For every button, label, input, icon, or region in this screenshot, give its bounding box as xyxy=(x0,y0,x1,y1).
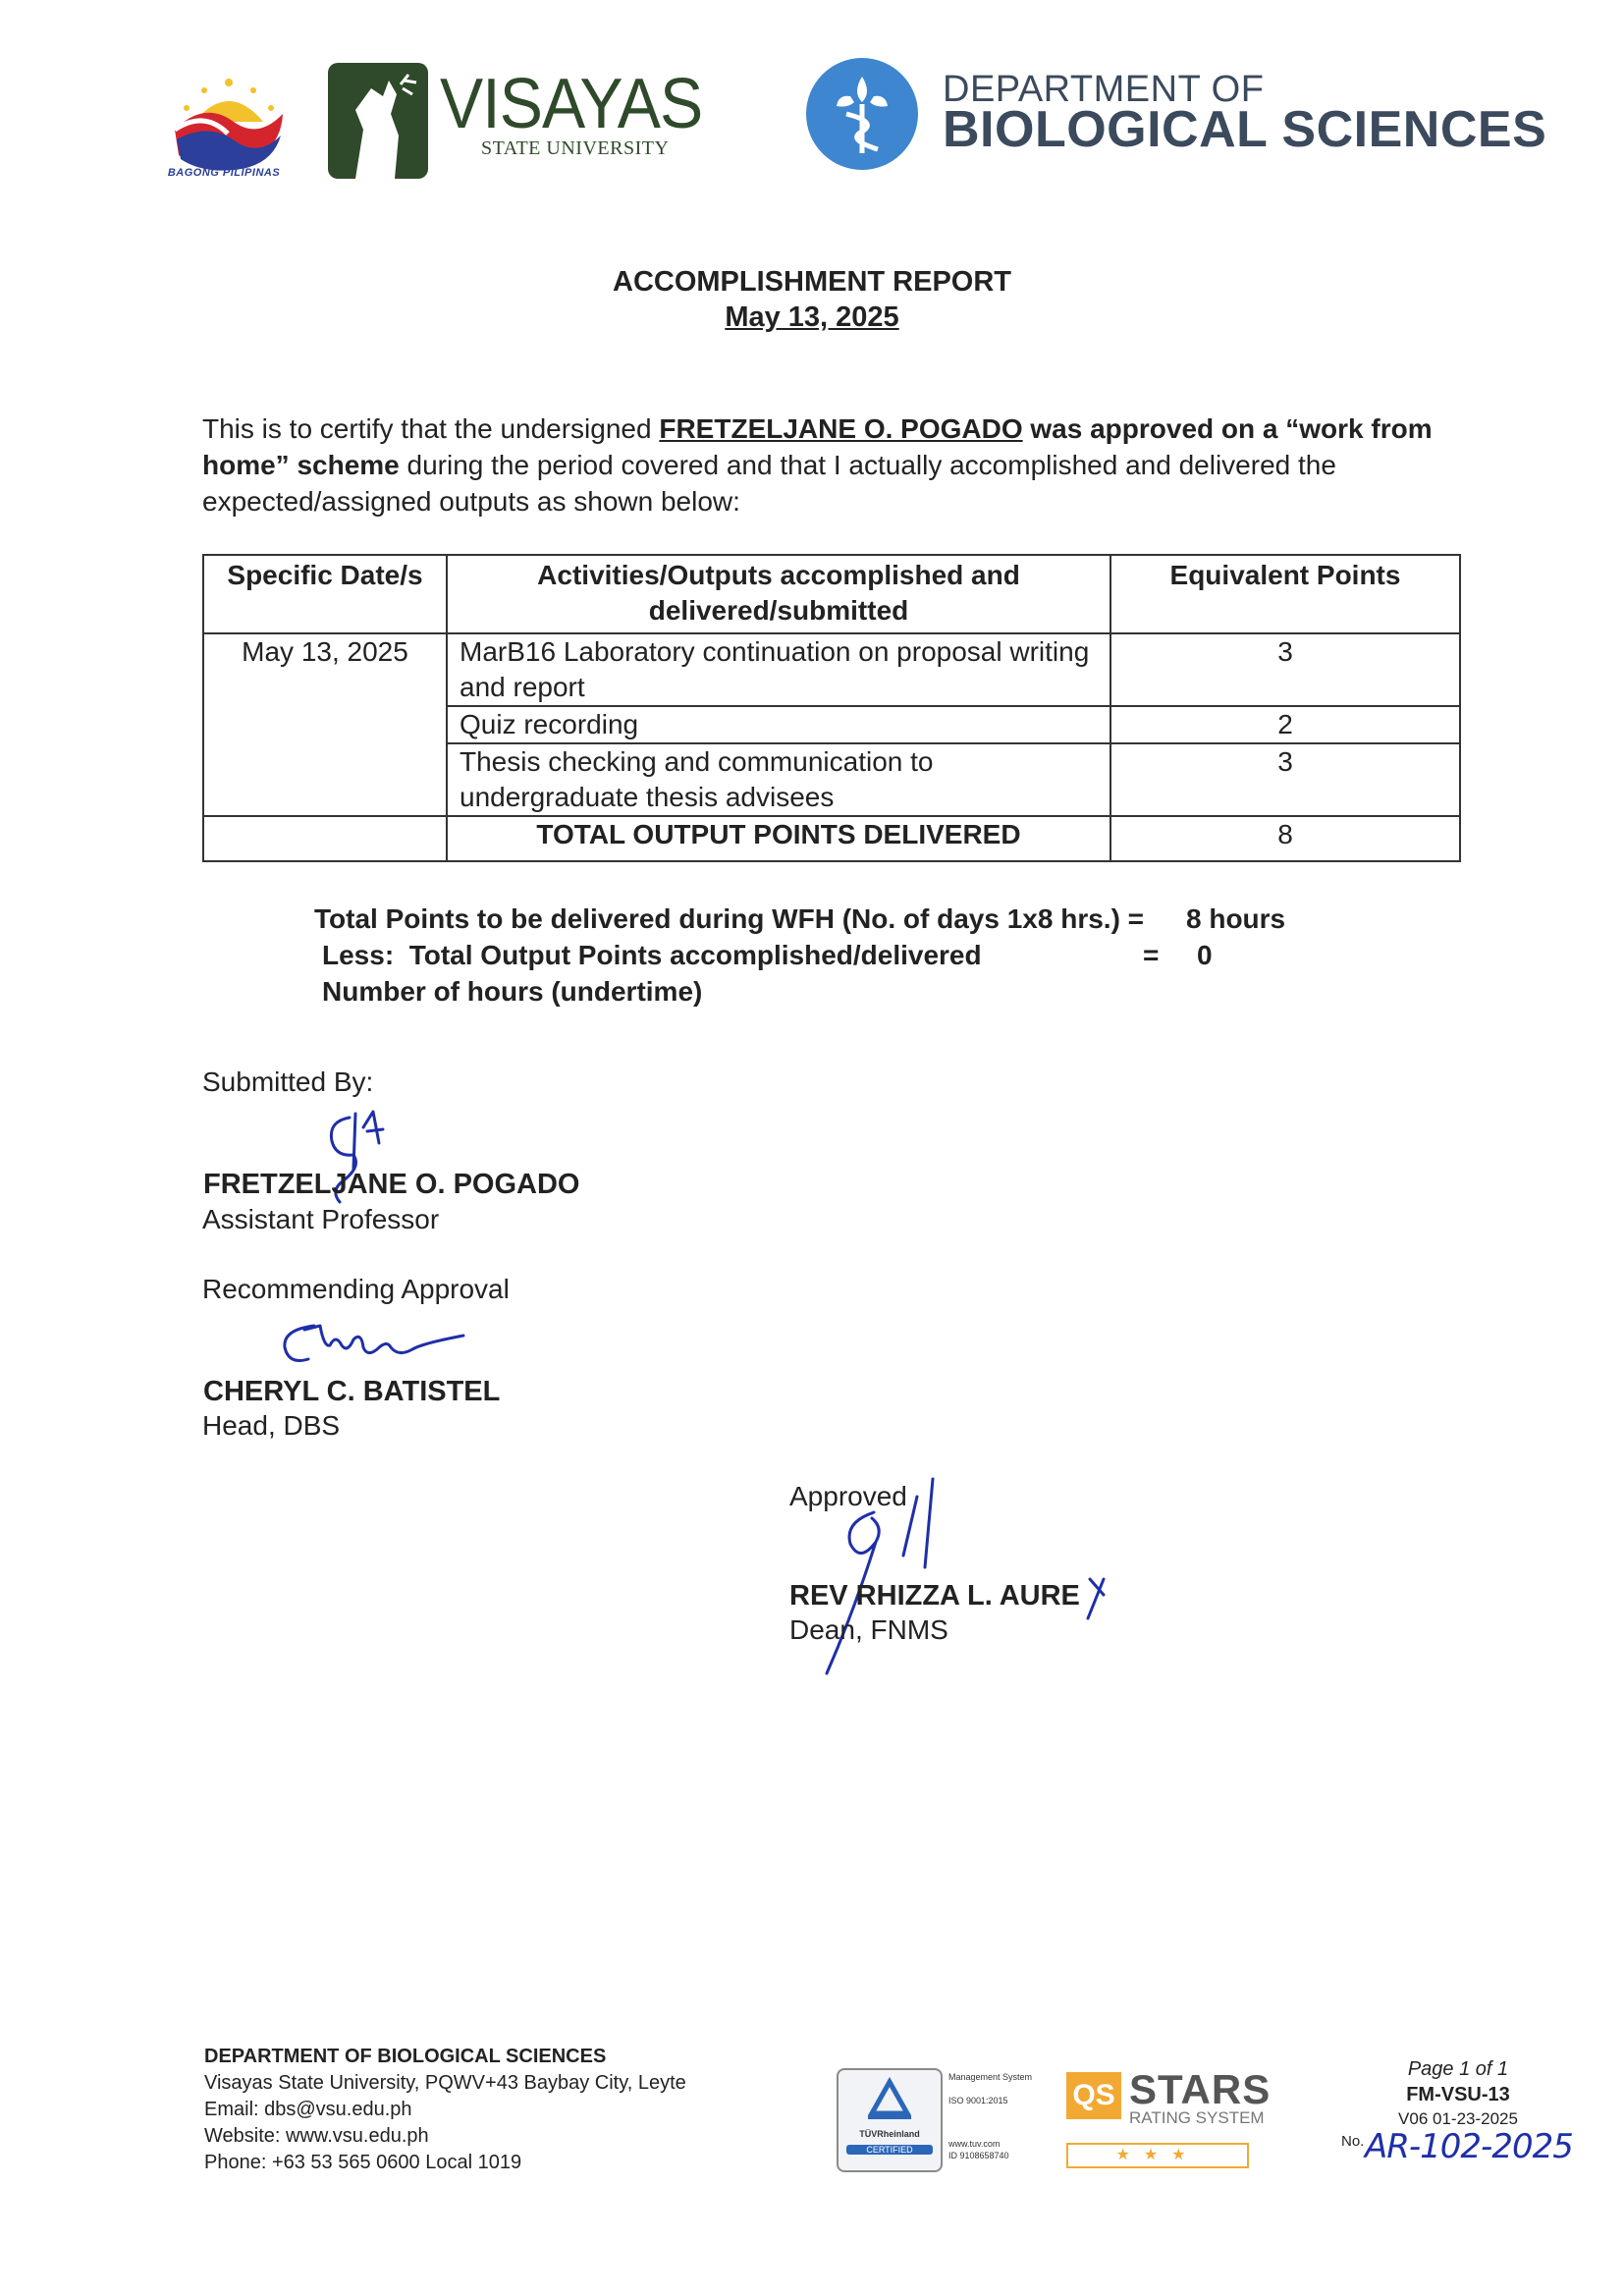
qs-stars-wordmark: STARS xyxy=(1129,2066,1272,2112)
qs-star-rating: ★★★ xyxy=(1066,2143,1249,2168)
row-date: May 13, 2025 xyxy=(203,633,447,816)
row-activity: MarB16 Laboratory continuation on proposal writing and report xyxy=(447,633,1110,706)
accomplishment-table xyxy=(202,554,1461,862)
bagong-pilipinas-caption: BAGONG PILIPINAS xyxy=(167,167,281,179)
qs-rating-system: RATING SYSTEM xyxy=(1129,2108,1265,2127)
total-empty-cell xyxy=(203,816,447,861)
summary-undertime-label: Number of hours (undertime) xyxy=(322,976,703,1007)
dbs-logo xyxy=(803,55,921,173)
cert-outro: during the period covered and that I actually accomplished and delivered the expected/assigned outputs as shown below: xyxy=(202,450,1336,517)
footer-address: Visayas State University, PQWV+43 Baybay City, Leyte xyxy=(204,2072,686,2094)
report-title: ACCOMPLISHMENT REPORT xyxy=(613,266,1011,298)
vsu-logo-mark xyxy=(326,61,430,181)
summary-total-points-value: 8 hours xyxy=(1186,903,1286,934)
tuv-id: ID 9108658740 xyxy=(948,2151,1009,2160)
cert-intro: This is to certify that the undersigned xyxy=(202,413,660,444)
department-heading-line2: BIOLOGICAL SCIENCES xyxy=(943,101,1547,158)
vsu-subtitle: STATE UNIVERSITY xyxy=(481,137,670,159)
qs-logo: QS xyxy=(1066,2072,1121,2119)
footer-website: Website: www.vsu.edu.ph xyxy=(204,2125,429,2147)
control-number-handwritten: AR-102-2025 xyxy=(1365,2127,1573,2166)
tuv-web: www.tuv.com xyxy=(948,2139,1001,2149)
submitted-by-label: Submitted By: xyxy=(202,1066,374,1097)
footer-department: DEPARTMENT OF BIOLOGICAL SCIENCES xyxy=(204,2046,607,2067)
cert-scheme: was approved on a “work from home” scheme xyxy=(202,413,1433,480)
summary-less-label: Less: Total Output Points accomplished/delivered xyxy=(322,940,982,970)
tuv-certification-badge xyxy=(837,2068,943,2172)
report-date-line xyxy=(0,301,1624,334)
summary-less-value: 0 xyxy=(1197,940,1213,970)
summary-less-equals: = xyxy=(1143,940,1160,970)
approved-initial-mark xyxy=(1080,1575,1110,1624)
header-points: Equivalent Points xyxy=(1110,555,1460,633)
header-date: Specific Date/s xyxy=(203,555,447,633)
submitted-name: FRETZELJANE O. POGADO xyxy=(203,1169,580,1200)
certification-paragraph xyxy=(202,410,1459,519)
table-header-row xyxy=(203,555,1460,633)
vsu-wordmark: VISAYAS xyxy=(440,65,703,143)
approved-signature xyxy=(815,1473,972,1679)
row-activity: Quiz recording xyxy=(447,706,1110,743)
row-points: 3 xyxy=(1110,633,1460,706)
tuv-management-system: Management System xyxy=(948,2072,1033,2082)
cert-employee-name: FRETZELJANE O. POGADO xyxy=(659,413,1023,444)
row-activity: Thesis checking and communication to undergraduate thesis advisees xyxy=(447,743,1110,816)
form-version: V06 01-23-2025 xyxy=(1398,2109,1518,2128)
report-date: May 13, 2025 xyxy=(725,301,899,333)
table-row xyxy=(203,633,1460,706)
department-heading-line1: DEPARTMENT OF xyxy=(943,69,1265,110)
recommending-title: Head, DBS xyxy=(202,1410,341,1441)
row-points: 2 xyxy=(1110,706,1460,743)
tuv-iso: ISO 9001:2015 xyxy=(948,2096,1008,2105)
submitted-title: Assistant Professor xyxy=(202,1204,440,1234)
tuv-triangle-icon xyxy=(839,2070,941,2129)
page-indicator: Page 1 of 1 xyxy=(1407,2058,1509,2080)
summary-total-points-label: Total Points to be delivered during WFH (No. of days 1x8 hrs.) = xyxy=(314,903,1145,934)
recommending-label: Recommending Approval xyxy=(202,1274,510,1304)
recommending-name: CHERYL C. BATISTEL xyxy=(203,1376,501,1407)
tuv-certified: CERTIFIED xyxy=(846,2145,933,2155)
approved-name: REV RHIZZA L. AURE xyxy=(789,1580,1080,1612)
row-points: 3 xyxy=(1110,743,1460,816)
total-label: TOTAL OUTPUT POINTS DELIVERED xyxy=(447,816,1110,861)
approved-label: Approved xyxy=(789,1481,907,1511)
table-total-row xyxy=(203,816,1460,861)
control-number-label: No. xyxy=(1341,2133,1365,2150)
header-activity: Activities/Outputs accomplished and delivered/submitted xyxy=(447,555,1110,633)
tuv-brand: TÜVRheinland xyxy=(859,2129,920,2139)
approved-title: Dean, FNMS xyxy=(789,1614,948,1645)
footer-phone: Phone: +63 53 565 0600 Local 1019 xyxy=(204,2152,522,2173)
footer-email: Email: dbs@vsu.edu.ph xyxy=(204,2099,412,2120)
total-value: 8 xyxy=(1110,816,1460,861)
form-code: FM-VSU-13 xyxy=(1406,2084,1510,2105)
